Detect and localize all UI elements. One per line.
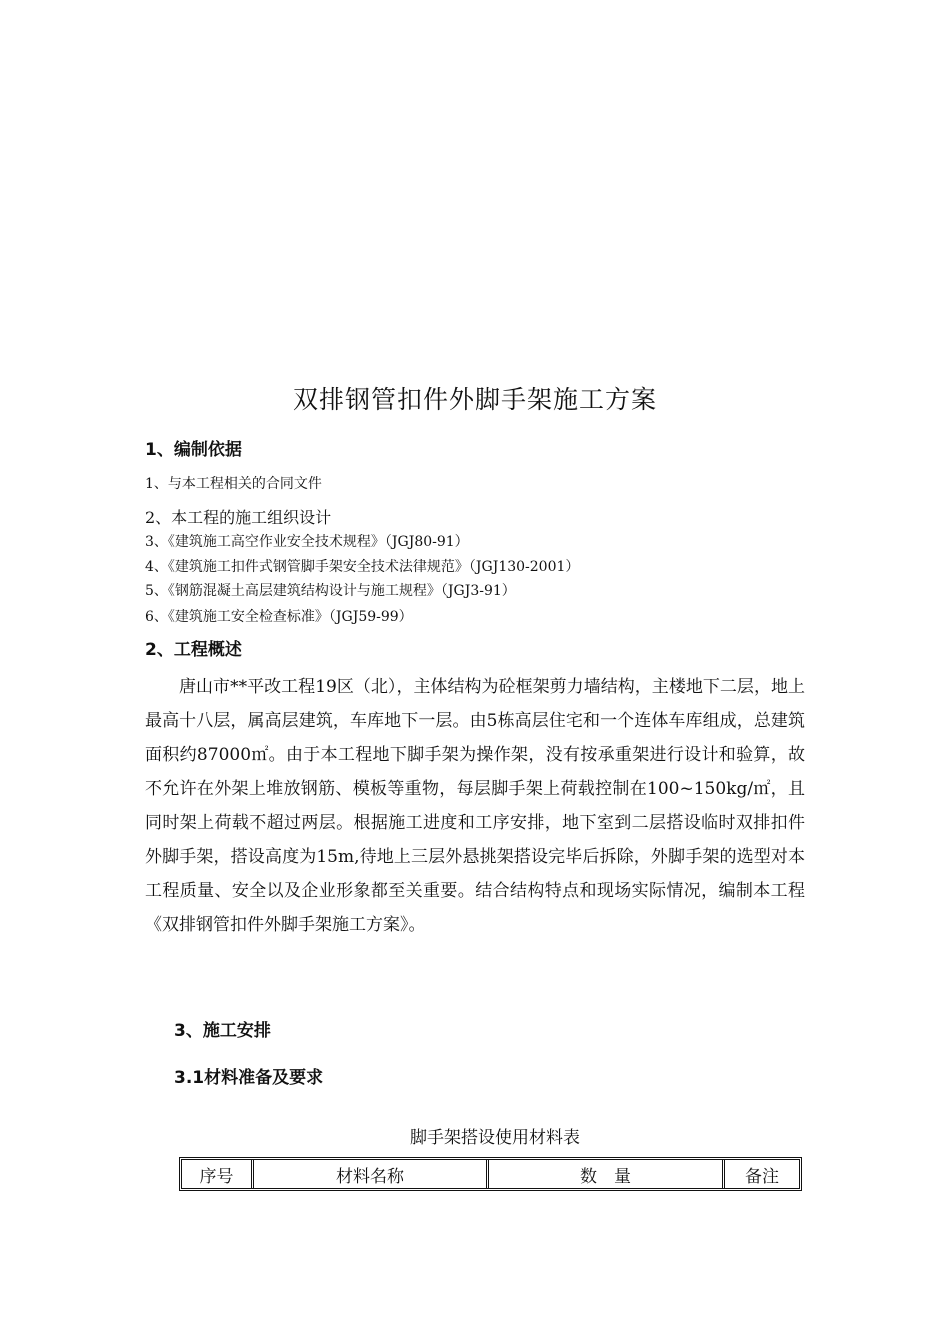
- section-2-heading: 2、工程概述: [145, 640, 242, 660]
- document-title: 双排钢管扣件外脚手架施工方案: [292, 385, 657, 414]
- reference-item: 3、《建筑施工高空作业安全技术规程》（JGJ80-91）: [145, 534, 469, 550]
- reference-item: 1、与本工程相关的合同文件: [145, 476, 322, 492]
- table-header-row: [182, 1160, 799, 1188]
- section-3-1-heading: 3.1材料准备及要求: [174, 1068, 324, 1088]
- project-overview-paragraph: 唐山市**平改工程19区（北），主体结构为砼框架剪力墙结构，主楼地下二层，地上最高十八层，属高层建筑，车库地下一层。由5栋高层住宅和一个连体车库组成，总建筑面积约87000㎡。由于本工程地下脚手架为操作架，没有按承重架进行设计和验算，故不允许在外架上堆放钢筋、模板等重物，每层脚手架上荷载控制在100~150kg/㎡，且同时架上荷载不超过两层。根据施工进度和工序安排，地下室到二层搭设临时双排扣件外脚手架，搭设高度为15m,待地上三层外悬挑架搭设完毕后拆除，外脚手架的选型对本工程质量、安全以及企业形象都至关重要。结合结构特点和现场实际情况，编制本工程《双排钢管扣件外脚手架施工方案》。: [145, 677, 805, 935]
- section-3-heading: 3、施工安排: [174, 1021, 271, 1041]
- reference-item: 6、《建筑施工安全检查标准》（JGJ59-99）: [145, 609, 413, 625]
- table-caption: 脚手架搭设使用材料表: [410, 1128, 580, 1148]
- column-header-material-name: 材料名称: [251, 1160, 486, 1188]
- reference-item: 2、本工程的施工组织设计: [145, 508, 332, 527]
- materials-table: [179, 1157, 802, 1191]
- column-header-remarks: 备注: [722, 1160, 799, 1188]
- section-1-heading: 1、编制依据: [145, 440, 242, 460]
- column-header-quantity: 数 量: [486, 1160, 722, 1188]
- reference-item: 4、《建筑施工扣件式钢管脚手架安全技术法律规范》（JGJ130-2001）: [145, 559, 580, 575]
- column-header-index: 序号: [199, 1166, 234, 1187]
- reference-item: 5、《钢筋混凝土高层建筑结构设计与施工规程》（JGJ3-91）: [145, 583, 516, 599]
